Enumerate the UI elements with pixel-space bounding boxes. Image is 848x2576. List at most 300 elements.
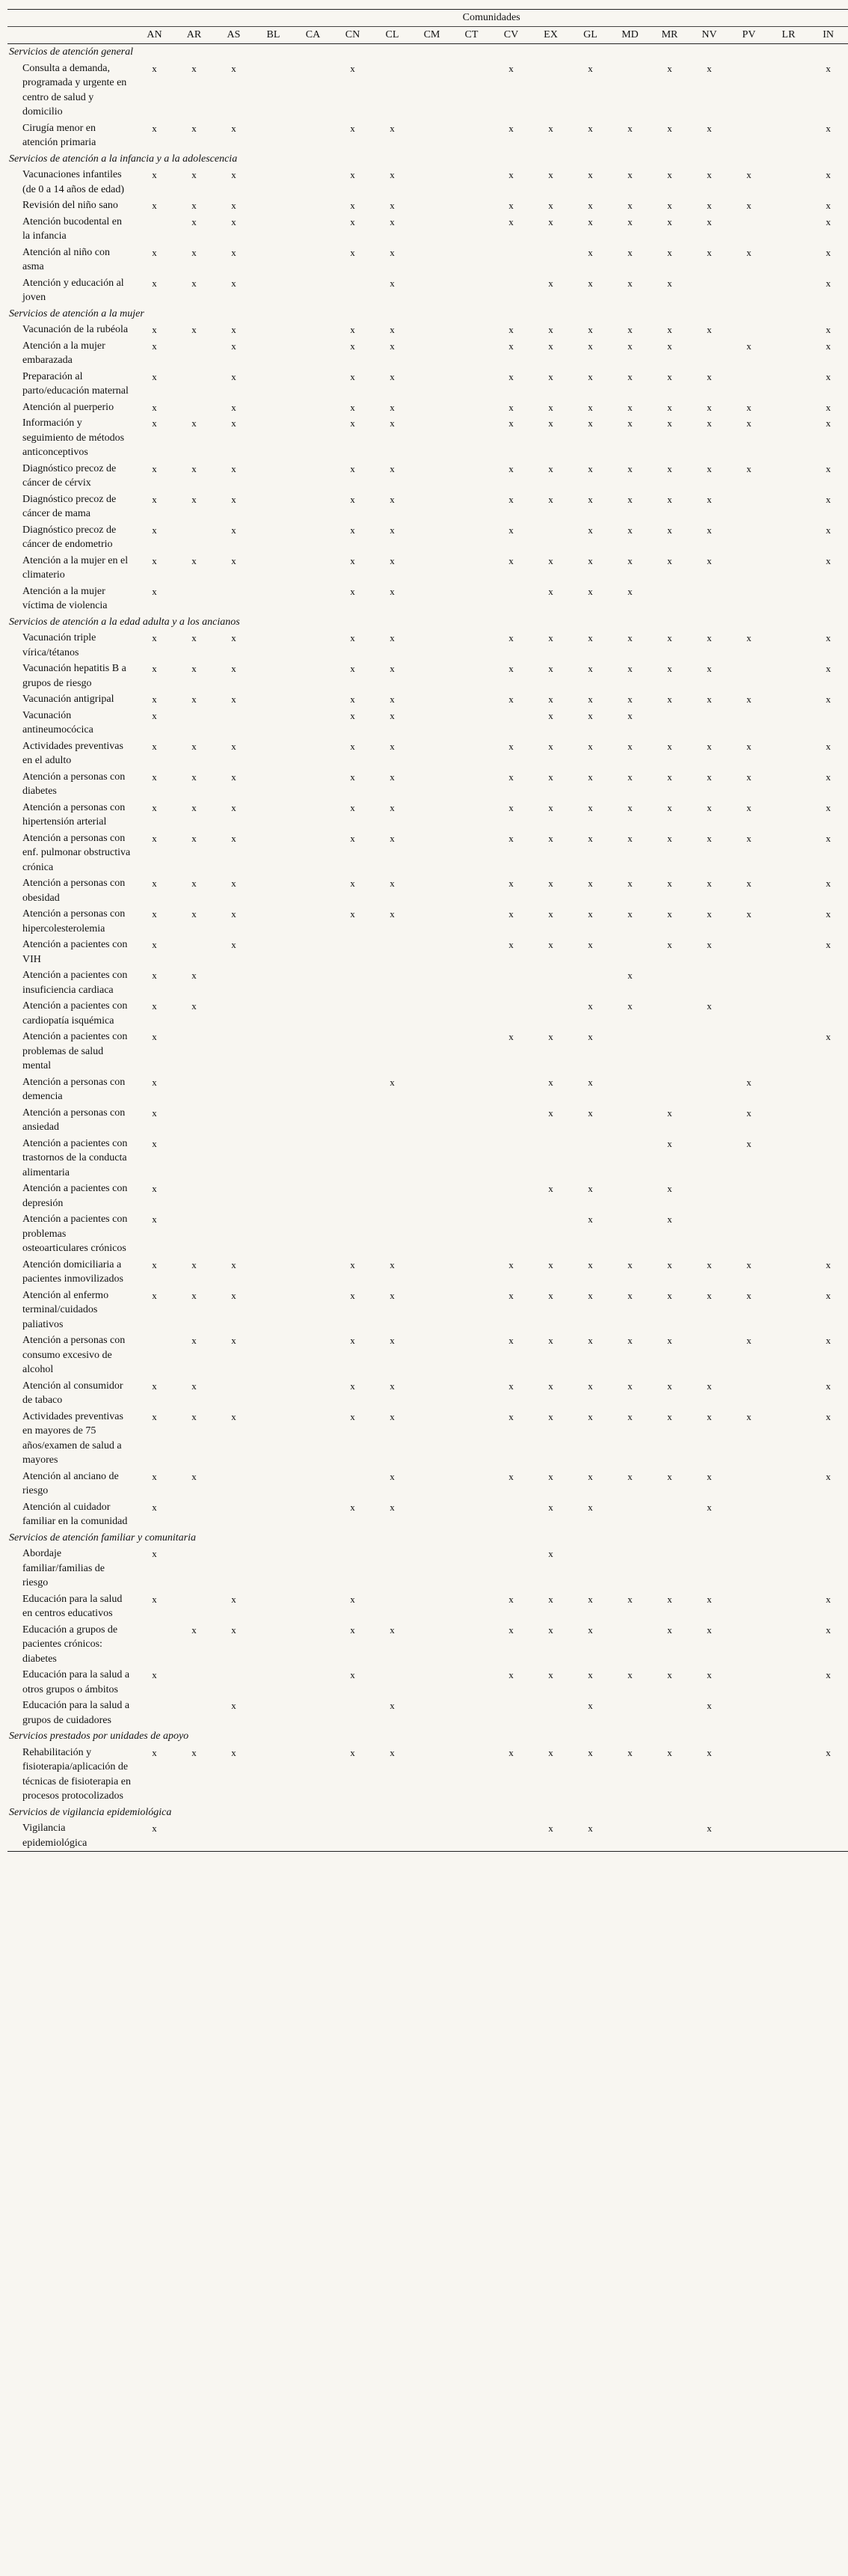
cell-mr: x (667, 1214, 672, 1225)
cell-md: x (627, 246, 633, 258)
section-title: Servicios de atención a la infancia y a la adolescencia (9, 153, 238, 165)
cell-ct (452, 1074, 491, 1105)
cell-as (214, 1820, 254, 1852)
cell-ct (452, 738, 491, 769)
cell-mr: x (667, 200, 672, 211)
cell-as: x (231, 740, 236, 752)
table-row (7, 1029, 848, 1074)
cell-ar (174, 937, 214, 967)
cell-ex: x (548, 1031, 553, 1042)
cell-as: x (231, 1624, 236, 1636)
cell-ex: x (548, 585, 553, 597)
cell-cl (372, 1211, 412, 1257)
cell-cn: x (350, 801, 355, 813)
cell-an: x (152, 493, 157, 505)
cell-ar: x (191, 1746, 197, 1758)
cell-ex (531, 998, 571, 1029)
cell-cl: x (390, 585, 395, 597)
table-header (7, 10, 848, 44)
table-row (7, 1211, 848, 1257)
cell-as: x (231, 771, 236, 783)
cell-ar (174, 1667, 214, 1698)
cell-bl (254, 1029, 293, 1074)
cell-ct (452, 691, 491, 708)
cell-an: x (152, 1380, 157, 1392)
cell-md (610, 1698, 650, 1728)
cell-ct (452, 937, 491, 967)
cell-cl: x (390, 801, 395, 813)
cell-cl: x (390, 771, 395, 783)
cell-mr (650, 1698, 689, 1728)
cell-gl: x (588, 370, 593, 382)
cell-in (808, 1546, 848, 1591)
cell-nv: x (707, 62, 712, 74)
cell-bl (254, 1136, 293, 1181)
cell-ar (174, 1546, 214, 1591)
cell-as (214, 1211, 254, 1257)
cell-bl (254, 1745, 293, 1805)
cell-lr (769, 1181, 808, 1211)
cell-ca (293, 245, 333, 275)
cell-pv (729, 967, 769, 998)
cell-as: x (231, 554, 236, 566)
cell-nv: x (707, 1624, 712, 1636)
service-label: Atención a personas con obesidad (22, 878, 126, 904)
cell-cv: x (509, 462, 514, 474)
cell-as: x (231, 663, 236, 674)
cell-lr (769, 875, 808, 906)
cell-cl: x (390, 1700, 395, 1711)
section-row (7, 1805, 848, 1821)
cell-gl: x (588, 1410, 593, 1422)
service-label: Educación a grupos de pacientes crónicos: diabetes (22, 1624, 118, 1665)
cell-cv: x (509, 908, 514, 920)
cell-pv: x (746, 801, 752, 813)
cell-md: x (627, 169, 633, 180)
cell-ar: x (191, 771, 197, 783)
cell-cv: x (509, 1289, 514, 1301)
cell-lr (769, 661, 808, 691)
cell-in (808, 1499, 848, 1530)
cell-cv: x (509, 771, 514, 783)
cell-cv: x (509, 493, 514, 505)
cell-ex (531, 522, 571, 553)
cell-as: x (231, 169, 236, 180)
cell-cl (372, 1591, 412, 1622)
cell-nv: x (707, 493, 712, 505)
cell-nv: x (707, 200, 712, 211)
cell-cl (372, 61, 412, 120)
cell-ex: x (548, 554, 553, 566)
cell-gl: x (588, 1380, 593, 1392)
cell-cn: x (350, 1746, 355, 1758)
cell-lr (769, 400, 808, 416)
cell-cl: x (390, 200, 395, 211)
cell-ar: x (191, 832, 197, 844)
service-label: Atención bucodental en la infancia (22, 215, 122, 242)
cell-ar: x (191, 554, 197, 566)
cell-as: x (231, 1410, 236, 1422)
cell-in: x (826, 246, 831, 258)
cell-cm (412, 875, 452, 906)
cell-mr: x (667, 740, 672, 752)
cell-an: x (152, 663, 157, 674)
cell-gl: x (588, 1258, 593, 1270)
section-row (7, 1530, 848, 1546)
cell-ex: x (548, 122, 553, 134)
cell-md: x (627, 200, 633, 211)
cell-ca (293, 1667, 333, 1698)
cell-lr (769, 1074, 808, 1105)
cell-bl (254, 338, 293, 369)
cell-lr (769, 1288, 808, 1333)
cell-cn: x (350, 1669, 355, 1680)
cell-lr (769, 1257, 808, 1288)
service-label: Vacunación antigripal (22, 694, 114, 705)
cell-as (214, 1105, 254, 1136)
cell-cl (372, 1181, 412, 1211)
service-label: Vigilancia epidemiológica (7, 1820, 135, 1852)
cell-ca (293, 661, 333, 691)
cell-cm (412, 1469, 452, 1499)
cell-ar (174, 1105, 214, 1136)
cell-ex: x (548, 632, 553, 643)
service-label: Atención a pacientes con trastornos de la conducta alimentaria (22, 1137, 128, 1178)
cell-as: x (231, 1593, 236, 1605)
cell-as (214, 1546, 254, 1591)
cell-an: x (152, 246, 157, 258)
table-row (7, 1667, 848, 1698)
cell-nv: x (707, 1501, 712, 1513)
cell-an: x (152, 1746, 157, 1758)
cell-bl (254, 415, 293, 461)
cell-pv (729, 1211, 769, 1257)
cell-pv: x (746, 340, 752, 352)
service-label: Atención al cuidador familiar en la comunidad (22, 1501, 128, 1527)
cell-an: x (152, 524, 157, 536)
cell-cv: x (509, 417, 514, 429)
cell-in (808, 1820, 848, 1852)
cell-an: x (152, 1000, 157, 1012)
cell-lr (769, 1698, 808, 1728)
cell-cv (491, 275, 531, 306)
cell-md (610, 1181, 650, 1211)
column-header-bl: BL (254, 26, 293, 44)
cell-cv: x (509, 832, 514, 844)
cell-mr: x (667, 1470, 672, 1482)
cell-ar: x (191, 462, 197, 474)
services-table (7, 9, 848, 1852)
cell-mr: x (667, 1258, 672, 1270)
cell-nv (689, 708, 729, 738)
cell-in (808, 1181, 848, 1211)
cell-ct (452, 1378, 491, 1409)
cell-mr: x (667, 215, 672, 227)
cell-as: x (231, 462, 236, 474)
cell-nv: x (707, 324, 712, 335)
column-header-in: IN (808, 26, 848, 44)
cell-md: x (627, 771, 633, 783)
service-label: Atención al anciano de riesgo (22, 1470, 119, 1496)
cell-ex (531, 1211, 571, 1257)
cell-ca (293, 691, 333, 708)
cell-ca (293, 214, 333, 245)
cell-lr (769, 522, 808, 553)
cell-ca (293, 1105, 333, 1136)
cell-cv (491, 967, 531, 998)
cell-in: x (826, 694, 831, 705)
cell-cv: x (509, 1669, 514, 1680)
cell-as: x (231, 340, 236, 352)
cell-pv: x (746, 832, 752, 844)
cell-in: x (826, 1258, 831, 1270)
cell-cm (412, 1591, 452, 1622)
cell-bl (254, 1499, 293, 1530)
cell-ct (452, 492, 491, 522)
cell-cn (333, 1105, 372, 1136)
cell-pv: x (746, 740, 752, 752)
column-header-mr: MR (650, 26, 689, 44)
cell-ex: x (548, 771, 553, 783)
cell-as: x (231, 1289, 236, 1301)
cell-ex: x (548, 1669, 553, 1680)
cell-pv (729, 1499, 769, 1530)
cell-cm (412, 1378, 452, 1409)
cell-cl (372, 1820, 412, 1852)
cell-lr (769, 1136, 808, 1181)
cell-ct (452, 415, 491, 461)
cell-ex: x (548, 908, 553, 920)
cell-lr (769, 800, 808, 830)
cell-an: x (152, 709, 157, 721)
cell-lr (769, 1622, 808, 1668)
cell-ct (452, 61, 491, 120)
cell-pv (729, 708, 769, 738)
cell-ar (174, 1211, 214, 1257)
cell-mr: x (667, 1624, 672, 1636)
cell-lr (769, 492, 808, 522)
cell-nv: x (707, 939, 712, 950)
cell-gl: x (588, 585, 593, 597)
cell-lr (769, 1029, 808, 1074)
cell-cl: x (390, 169, 395, 180)
cell-in: x (826, 215, 831, 227)
cell-lr (769, 1546, 808, 1591)
cell-pv: x (746, 246, 752, 258)
cell-cm (412, 214, 452, 245)
cell-mr (650, 1029, 689, 1074)
column-header-cm: CM (412, 26, 452, 44)
cell-ex: x (548, 215, 553, 227)
cell-cl: x (390, 554, 395, 566)
cell-gl: x (588, 524, 593, 536)
cell-ct (452, 1698, 491, 1728)
service-label: Atención y educación al joven (22, 277, 124, 303)
cell-lr (769, 61, 808, 120)
cell-cn: x (350, 585, 355, 597)
cell-ex: x (548, 462, 553, 474)
cell-in (808, 998, 848, 1029)
cell-nv (689, 1333, 729, 1378)
cell-in: x (826, 1335, 831, 1346)
cell-ct (452, 1820, 491, 1852)
table-row (7, 275, 848, 306)
cell-gl: x (588, 694, 593, 705)
cell-ca (293, 937, 333, 967)
cell-pv (729, 584, 769, 614)
cell-cm (412, 1333, 452, 1378)
cell-as: x (231, 524, 236, 536)
cell-an: x (152, 370, 157, 382)
cell-md: x (627, 1289, 633, 1301)
cell-ca (293, 800, 333, 830)
cell-md (610, 937, 650, 967)
cell-ca (293, 1591, 333, 1622)
cell-mr: x (667, 1410, 672, 1422)
cell-lr (769, 214, 808, 245)
cell-mr: x (667, 801, 672, 813)
cell-ca (293, 967, 333, 998)
cell-lr (769, 275, 808, 306)
service-label: Atención al enfermo terminal/cuidados paliativos (22, 1289, 109, 1330)
cell-cv (491, 1499, 531, 1530)
cell-nv: x (707, 1410, 712, 1422)
cell-an: x (152, 1501, 157, 1513)
cell-nv: x (707, 694, 712, 705)
cell-mr: x (667, 370, 672, 382)
cell-an: x (152, 1076, 157, 1088)
service-label: Vacunación antineumocócica (22, 709, 93, 735)
cell-ex: x (548, 1548, 553, 1559)
cell-md: x (627, 1746, 633, 1758)
cell-mr: x (667, 246, 672, 258)
service-label: Diagnóstico precoz de cáncer de endometrio (22, 524, 117, 550)
cell-gl (571, 967, 610, 998)
cell-pv (729, 1622, 769, 1668)
table-row (7, 167, 848, 198)
cell-an: x (152, 832, 157, 844)
table-row (7, 1499, 848, 1530)
cell-an (135, 214, 174, 245)
service-label: Consulta a demanda, programada y urgente en centro de salud y domicilio (22, 62, 127, 117)
table-row (7, 522, 848, 553)
cell-ca (293, 120, 333, 151)
cell-ca (293, 369, 333, 400)
cell-ex: x (548, 324, 553, 335)
table-row (7, 1378, 848, 1409)
cell-md: x (627, 1593, 633, 1605)
cell-md: x (627, 585, 633, 597)
service-label: Abordaje familiar/familias de riesgo (22, 1548, 105, 1588)
service-label: Atención a la mujer embarazada (22, 340, 105, 366)
cell-cm (412, 1029, 452, 1074)
cell-mr: x (667, 524, 672, 536)
cell-cl: x (390, 1335, 395, 1346)
cell-nv: x (707, 169, 712, 180)
cell-pv (729, 275, 769, 306)
cell-cl: x (390, 122, 395, 134)
table-row (7, 1745, 848, 1805)
cell-md: x (627, 324, 633, 335)
cell-gl: x (588, 1214, 593, 1225)
cell-bl (254, 661, 293, 691)
cell-pv (729, 492, 769, 522)
cell-pv: x (746, 878, 752, 889)
cell-cm (412, 1181, 452, 1211)
cell-cm (412, 492, 452, 522)
cell-an: x (152, 1289, 157, 1301)
cell-pv (729, 120, 769, 151)
cell-pv: x (746, 1410, 752, 1422)
cell-mr: x (667, 277, 672, 289)
cell-cv: x (509, 554, 514, 566)
service-label: Diagnóstico precoz de cáncer de cérvix (22, 462, 117, 489)
cell-bl (254, 1546, 293, 1591)
cell-gl: x (588, 1000, 593, 1012)
cell-as (214, 1667, 254, 1698)
service-label: Atención a pacientes con insuficiencia cardiaca (22, 970, 128, 996)
cell-ex: x (548, 1501, 553, 1513)
cell-cn: x (350, 524, 355, 536)
cell-ex: x (548, 801, 553, 813)
cell-bl (254, 1074, 293, 1105)
cell-cn: x (350, 340, 355, 352)
cell-ct (452, 120, 491, 151)
service-label: Atención a personas con enf. pulmonar obstructiva crónica (22, 832, 131, 873)
table-row (7, 1820, 848, 1852)
cell-in: x (826, 370, 831, 382)
cell-gl: x (588, 908, 593, 920)
cell-ct (452, 1105, 491, 1136)
cell-cn: x (350, 462, 355, 474)
cell-gl: x (588, 801, 593, 813)
cell-cm (412, 1745, 452, 1805)
cell-cv (491, 1074, 531, 1105)
cell-in (808, 1074, 848, 1105)
cell-md: x (627, 878, 633, 889)
cell-ex (531, 61, 571, 120)
cell-ct (452, 1546, 491, 1591)
cell-nv: x (707, 554, 712, 566)
section-row (7, 44, 848, 61)
cell-cn (333, 967, 372, 998)
cell-cm (412, 415, 452, 461)
cell-cv: x (509, 878, 514, 889)
cell-mr: x (667, 1380, 672, 1392)
service-label: Atención a personas con hipertensión arterial (22, 801, 126, 827)
cell-as: x (231, 801, 236, 813)
cell-cl: x (390, 1501, 395, 1513)
cell-ca (293, 1820, 333, 1852)
cell-lr (769, 1469, 808, 1499)
table-row (7, 492, 848, 522)
cell-in: x (826, 939, 831, 950)
cell-as: x (231, 1746, 236, 1758)
cell-cl: x (390, 246, 395, 258)
cell-cl (372, 937, 412, 967)
table-row (7, 708, 848, 738)
cell-lr (769, 1667, 808, 1698)
cell-gl: x (588, 417, 593, 429)
cell-ar: x (191, 1258, 197, 1270)
cell-lr (769, 769, 808, 800)
cell-ex: x (548, 417, 553, 429)
cell-ar: x (191, 1470, 197, 1482)
cell-nv (689, 1211, 729, 1257)
cell-ca (293, 522, 333, 553)
section-title: Servicios de atención a la mujer (9, 308, 144, 319)
cell-an: x (152, 169, 157, 180)
